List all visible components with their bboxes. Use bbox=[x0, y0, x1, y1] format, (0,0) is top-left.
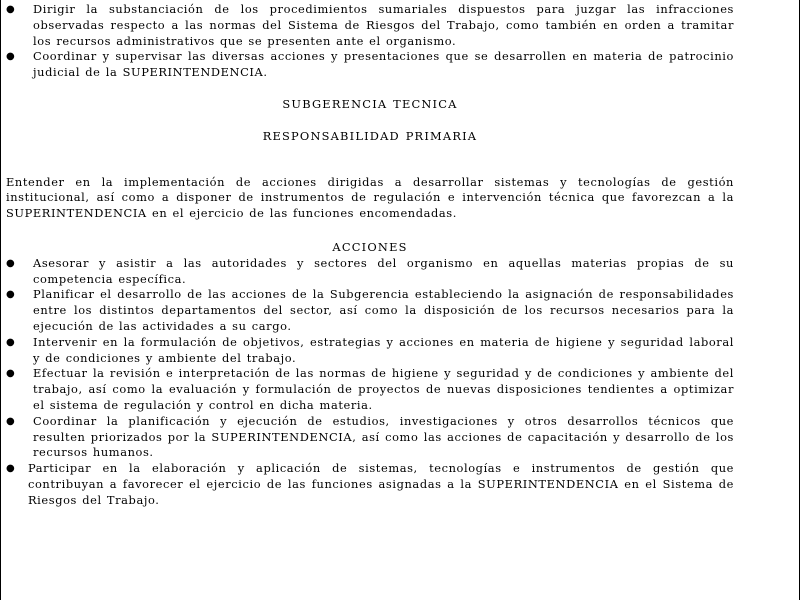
bullet-icon: ● bbox=[6, 257, 15, 269]
bullet-icon: ● bbox=[6, 415, 15, 427]
list-item bbox=[6, 366, 734, 413]
bullet-icon: ● bbox=[6, 368, 15, 380]
list-item-text: Dirigir la substanciación de los procedimientos sumariales dispuestos para juzgar las infracciones observadas respecto a las normas del Sistema de Riesgos del Trabajo, como también en orden a tramitar los recursos administrativos que se presenten ante el organismo. bbox=[33, 2, 734, 48]
list-item bbox=[6, 335, 734, 367]
responsibility-paragraph: Entender en la implementación de acciones dirigidas a desarrollar sistemas y tecnologías de gestión institucional, así como a disponer de instrumentos de regulación e intervención técnica que favorezcan a la SUPERINTENDENCIA en el ejercicio de las funciones encomendadas. bbox=[6, 174, 734, 221]
list-item-text: Coordinar la planificación y ejecución de estudios, investigaciones y otros desarrollos técnicos que resulten priorizados por la SUPERINTENDENCIA, así como las acciones de capacitación y desarrollo de los recursos humanos. bbox=[33, 413, 734, 460]
section-title: SUBGERENCIA TECNICA bbox=[282, 96, 458, 111]
list-item-text: Intervenir en la formulación de objetivos, estrategias y acciones en materia de higiene y seguridad laboral y de condiciones y ambiente del trabajo. bbox=[33, 334, 734, 365]
list-item bbox=[6, 287, 734, 334]
actions-list bbox=[6, 256, 734, 509]
bullet-icon: ● bbox=[6, 4, 15, 15]
bullet-icon: ● bbox=[6, 336, 15, 348]
bullet-icon: ● bbox=[6, 289, 15, 301]
list-item-text: Participar en la elaboración y aplicación de sistemas, tecnologías e instrumentos de gestión que contribuyan a favorecer el ejercicio de las funciones asignadas a la SUPERINTENDENCIA en el Sistema de Riesgos del Trabajo. bbox=[28, 461, 734, 507]
list-item-text: Planificar el desarrollo de las acciones de la Subgerencia estableciendo la asignación de responsabilidades entre los distintos departamentos del sector, así como la disposición de los recursos necesarios para la ejecución de las actividades a su cargo. bbox=[33, 287, 734, 333]
top-bullet-list bbox=[6, 2, 734, 81]
bullet-icon: ● bbox=[6, 51, 15, 63]
actions-title: ACCIONES bbox=[332, 239, 408, 254]
list-item bbox=[6, 256, 734, 288]
responsibility-title: RESPONSABILIDAD PRIMARIA bbox=[262, 128, 478, 143]
bullet-icon: ● bbox=[6, 463, 15, 475]
list-item-text: Asesorar y asistir a las autoridades y sectores del organismo en aquellas materias propias de su competencia específica. bbox=[33, 255, 734, 286]
list-item bbox=[6, 461, 734, 508]
list-item-text: Coordinar y supervisar las diversas acciones y presentaciones que se desarrollen en materia de patrocinio judicial de la SUPERINTENDENCIA. bbox=[33, 49, 734, 80]
list-item-text: Efectuar la revisión e interpretación de las normas de higiene y seguridad y de condiciones y ambiente del trabajo, así como la evaluación y formulación de proyectos de nuevas disposiciones tendientes a optimizar el sistema de regulación y control en dicha materia. bbox=[33, 366, 734, 412]
list-item bbox=[6, 414, 734, 461]
list-item bbox=[6, 49, 734, 81]
list-item bbox=[6, 2, 734, 49]
document-content bbox=[6, 2, 734, 509]
